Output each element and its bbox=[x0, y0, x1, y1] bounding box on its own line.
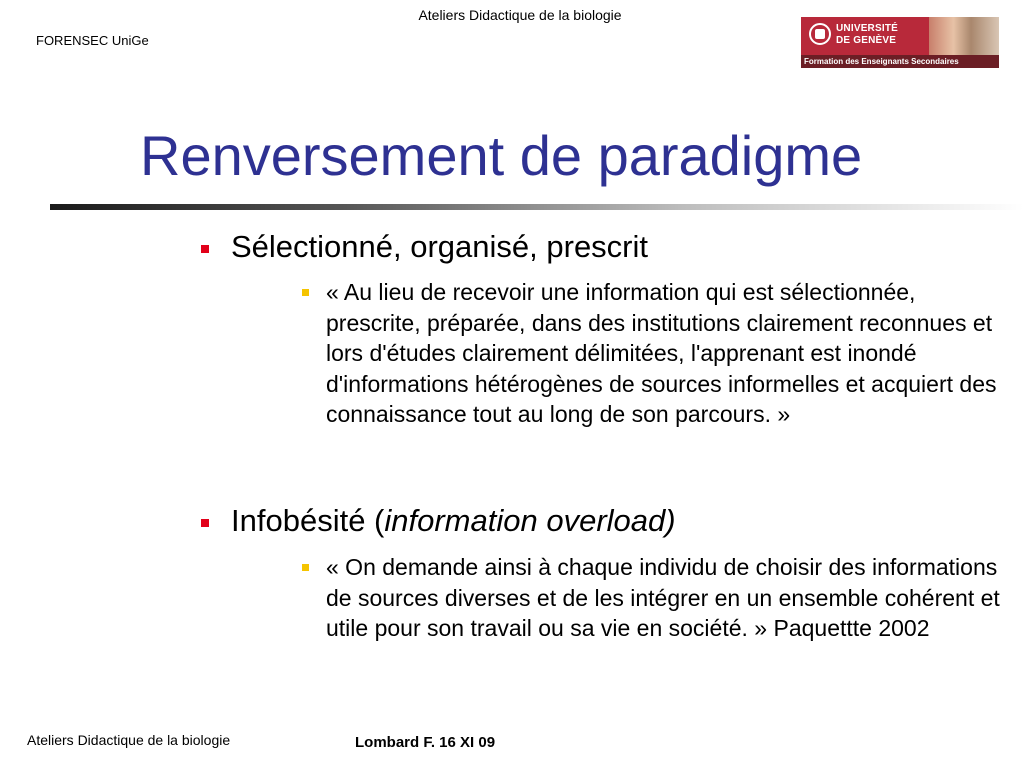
logo-line-1: UNIVERSITÉ bbox=[836, 23, 899, 34]
bullet-level2-item bbox=[326, 277, 1006, 430]
logo-photo bbox=[929, 17, 999, 55]
quote-text: « On demande ainsi à chaque individu de choisir des informations de sources diverses et de les intégrer en un ensemble cohérent et utile pour son travail ou sa vie en société. » Paquettte 2002 bbox=[326, 554, 1000, 641]
bullet-level1-item bbox=[231, 503, 676, 539]
bullet-level1-item bbox=[231, 229, 648, 265]
footer-author-date: Lombard F. 16 XI 09 bbox=[355, 734, 496, 751]
university-crest-icon bbox=[809, 23, 831, 45]
title-divider bbox=[50, 204, 1024, 210]
footer-course-title: Ateliers Didactique de la biologie bbox=[27, 732, 231, 748]
bullet-level2-item bbox=[326, 552, 1006, 644]
bullet-text-italic: information overload) bbox=[384, 503, 676, 538]
quote-text: « Au lieu de recevoir une information qui est sélectionnée, prescrite, préparée, dans des institutions clairement reconnues et lors d'études clairement délimitées, l'apprenant est inondé d'informations hétérogènes de sources informelles et acquiert des connaissance tout au long de son parcours. » bbox=[326, 279, 997, 427]
red-square-bullet-icon bbox=[201, 245, 209, 253]
slide-title: Renversement de paradigme bbox=[140, 124, 863, 187]
bullet-text-prefix: Infobésité ( bbox=[231, 503, 385, 538]
logo-strip-text: Formation des Enseignants Secondaires bbox=[801, 55, 999, 68]
logo-line-2: DE GENÈVE bbox=[836, 35, 897, 46]
bullet-text: Sélectionné, organisé, prescrit bbox=[231, 229, 649, 264]
red-square-bullet-icon bbox=[201, 519, 209, 527]
university-logo bbox=[801, 17, 999, 68]
header-course-title: Ateliers Didactique de la biologie bbox=[418, 7, 622, 23]
yellow-square-bullet-icon bbox=[302, 289, 309, 296]
yellow-square-bullet-icon bbox=[302, 564, 309, 571]
header-institution-label: FORENSEC UniGe bbox=[36, 33, 149, 48]
